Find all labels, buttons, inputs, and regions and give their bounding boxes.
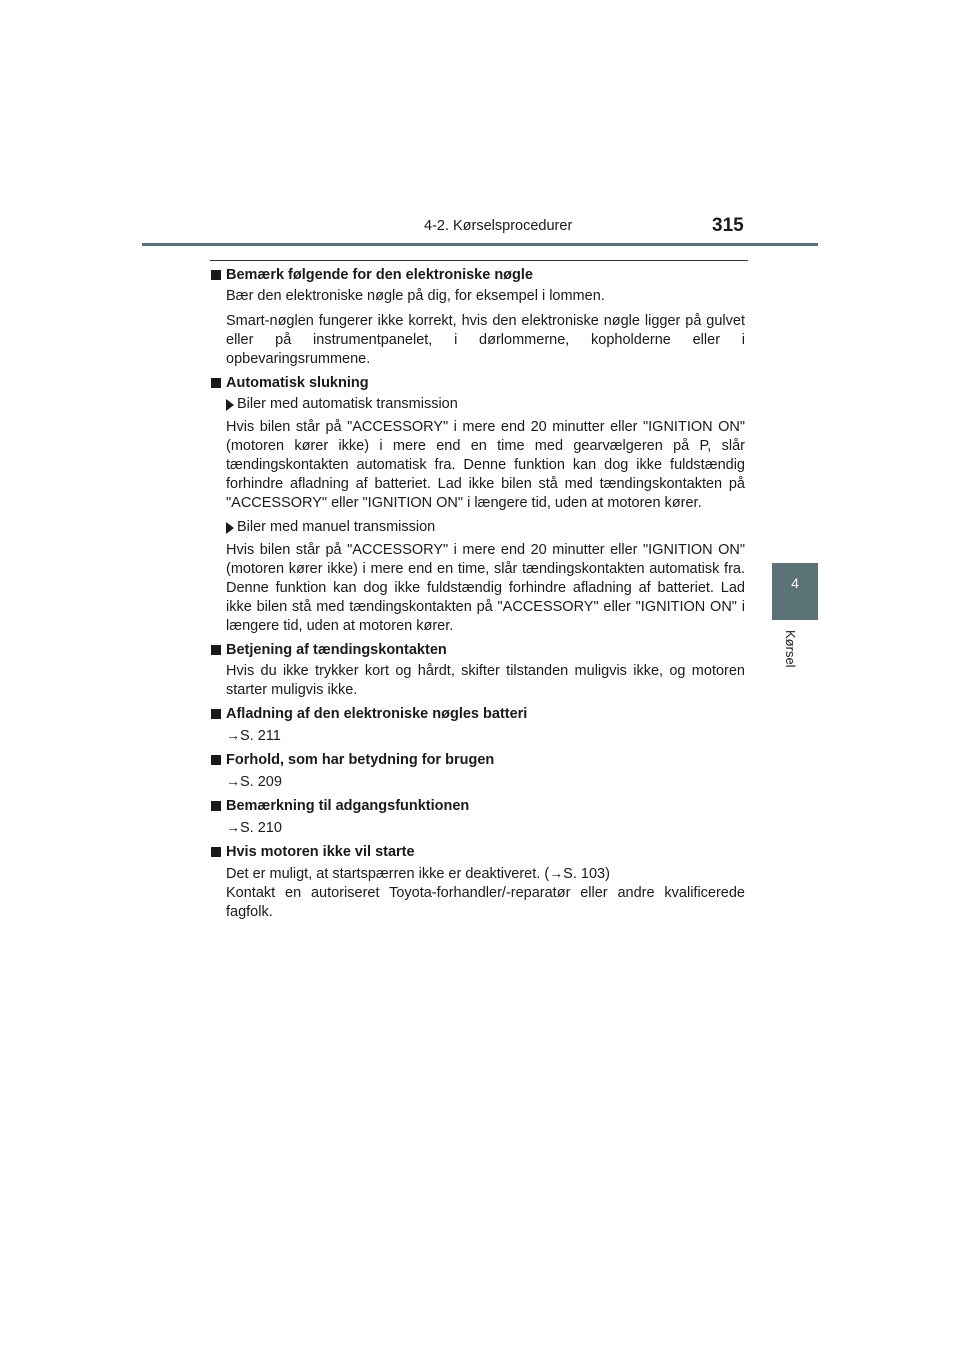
- sub-heading-text: Biler med manuel transmission: [237, 519, 436, 535]
- square-bullet-icon: [211, 378, 221, 388]
- section-heading-text: Bemærk følgende for den elektroniske nøgle: [226, 267, 533, 283]
- arrow-right-icon: →: [226, 727, 240, 743]
- page-reference-text[interactable]: S. 211: [240, 728, 281, 744]
- paragraph: [226, 864, 745, 884]
- square-bullet-icon: [211, 847, 221, 857]
- chapter-tab: [772, 563, 818, 620]
- content-top-rule: [210, 260, 748, 261]
- triangle-bullet-icon: [226, 522, 234, 534]
- square-bullet-icon: [211, 270, 221, 280]
- arrow-right-icon: →: [226, 773, 240, 789]
- section-heading: [210, 843, 745, 862]
- page-reference[interactable]: [226, 772, 745, 792]
- header-rule: [142, 243, 818, 246]
- content-body: [210, 262, 745, 922]
- arrow-right-icon: →: [226, 819, 240, 835]
- page-reference-text[interactable]: S. 209: [240, 774, 282, 790]
- square-bullet-icon: [211, 709, 221, 719]
- section-heading: [210, 797, 745, 816]
- section-heading-text: Automatisk slukning: [226, 375, 369, 391]
- square-bullet-icon: [211, 801, 221, 811]
- paragraph: Hvis du ikke trykker kort og hårdt, skifter tilstanden muligvis ikke, og motoren starter muligvis ikke.: [226, 663, 745, 698]
- paragraph: Smart-nøglen fungerer ikke korrekt, hvis den elektroniske nøgle ligger på gulvet eller på instrumentpanelet, i dørlommerne, kopholderne eller i opbevaringsrummene.: [226, 313, 745, 367]
- section-heading-text: Betjening af tændingskontakten: [226, 642, 447, 658]
- page-reference[interactable]: [226, 726, 745, 746]
- square-bullet-icon: [211, 645, 221, 655]
- section-heading-text: Forhold, som har betydning for brugen: [226, 752, 495, 768]
- paragraph-text: Det er muligt, at startspærren ikke er deaktiveret. (: [226, 866, 550, 882]
- section-heading-text: Hvis motoren ikke vil starte: [226, 844, 415, 860]
- section-heading-text: Afladning af den elektroniske nøgles batteri: [226, 706, 528, 722]
- sub-heading: [226, 395, 745, 414]
- chapter-tab-number: 4: [791, 575, 799, 591]
- paragraph: Hvis bilen står på "ACCESSORY" i mere end 20 minutter eller "IGNITION ON" (motoren kører ikke) i mere end en time med gearvælgeren på P, slår tændingskontakten automatisk fra. Denne funktion kan dog ikke fuldstændig forhindre afladning af batteriet. Lad ikke bilen stå med tændingskontakten på "ACCESSORY" eller "IGNITION ON" i længere tid, uden at motoren kører.: [226, 419, 745, 511]
- page-number: 315: [712, 215, 744, 236]
- paragraph: Bær den elektroniske nøgle på dig, for eksempel i lommen.: [226, 288, 605, 304]
- section-heading: [210, 374, 745, 393]
- section-heading: [210, 641, 745, 660]
- arrow-right-icon: →: [549, 865, 564, 881]
- sub-heading-text: Biler med automatisk transmission: [237, 396, 458, 412]
- section-heading-text: Bemærkning til adgangsfunktionen: [226, 798, 470, 814]
- triangle-bullet-icon: [226, 399, 234, 411]
- paragraph-text: ): [605, 866, 610, 882]
- sub-heading: [226, 518, 745, 537]
- section-heading: [210, 266, 745, 285]
- header-section-title: 4-2. Kørselsprocedurer: [424, 218, 573, 234]
- paragraph: Kontakt en autoriseret Toyota-forhandler/-reparatør eller andre kvalificerede fagfolk.: [226, 885, 745, 920]
- page-reference-text[interactable]: S. 103: [563, 866, 606, 882]
- section-heading: [210, 751, 745, 770]
- chapter-tab-label: Kørsel: [783, 630, 798, 668]
- square-bullet-icon: [211, 755, 221, 765]
- page-reference[interactable]: [226, 818, 745, 838]
- section-heading: [210, 705, 745, 724]
- paragraph: Hvis bilen står på "ACCESSORY" i mere end 20 minutter eller "IGNITION ON" (motoren kører ikke) i mere end en time, slår tændingskontakten automatisk fra. Denne funktion kan dog ikke fuldstændig forhindre afladning af batteriet. Lad ikke bilen stå med tændingskontakten på "ACCESSORY" eller "IGNITION ON" i længere tid, uden at motoren kører.: [226, 542, 745, 634]
- page-reference-text[interactable]: S. 210: [240, 820, 282, 836]
